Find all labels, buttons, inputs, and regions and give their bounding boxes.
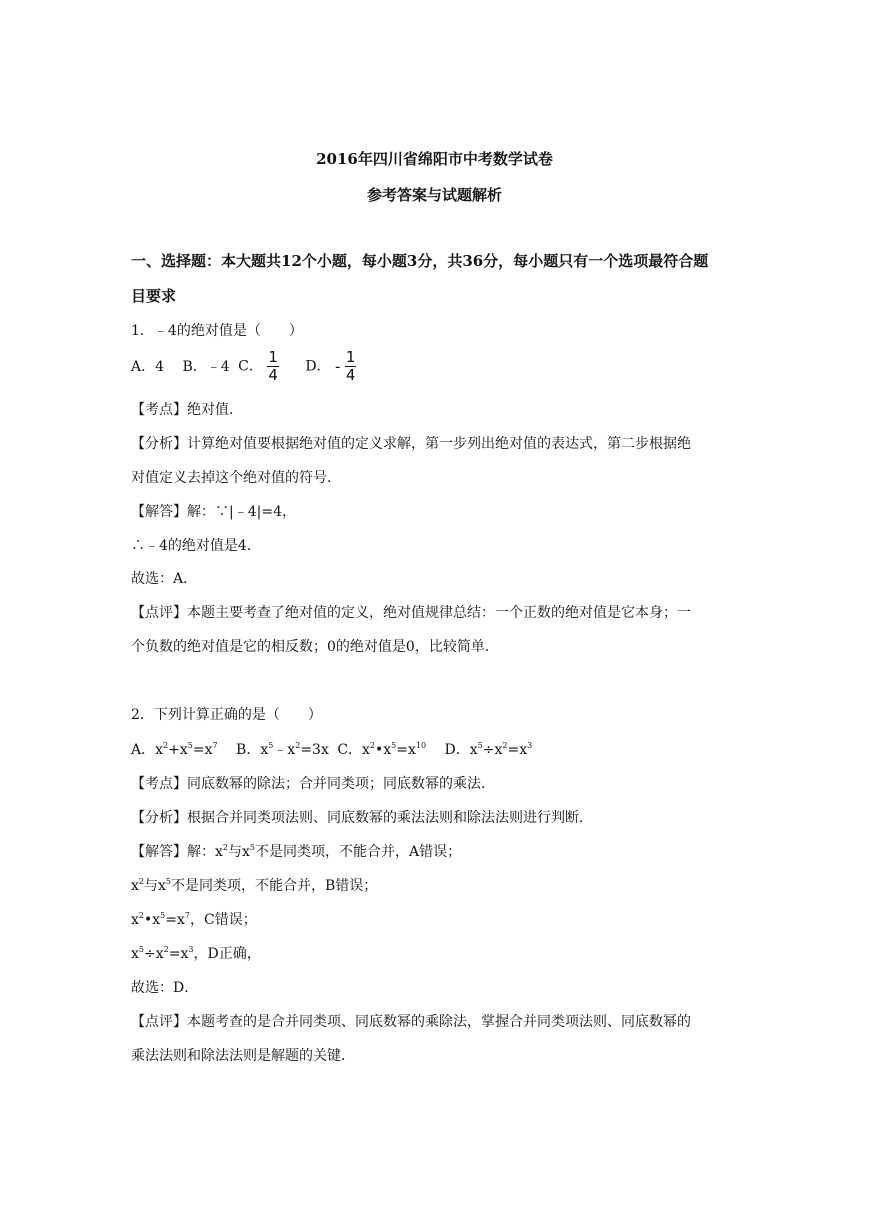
q2-option-d: D．$x^5\div x^2=x^3$ bbox=[444, 741, 533, 758]
fenxi-tag: 【分析】 bbox=[131, 436, 187, 452]
q2-fenxi bbox=[131, 807, 593, 827]
q1-fenxi-line2: 对值定义去掉这个绝对值的符号． bbox=[131, 470, 341, 486]
dianping-tag: 【点评】 bbox=[131, 1014, 187, 1030]
dianping-text: 本题主要考查了绝对值的定义，绝对值规律总结：一个正数的绝对值是它本身；一 bbox=[187, 605, 691, 621]
kaodian-text: 同底数幂的除法；合并同类项；同底数幂的乘法． bbox=[187, 776, 495, 792]
q2-jieda-line1 bbox=[131, 841, 461, 861]
jieda-text: ，C错误； bbox=[189, 912, 257, 928]
section-heading-line2: 目要求 bbox=[131, 287, 177, 305]
q1-option-d-fraction bbox=[345, 350, 357, 383]
q2-jieda-line4 bbox=[131, 943, 261, 963]
q2-dianping-line2: 乘法法则和除法法则是解题的关键． bbox=[131, 1048, 355, 1064]
q1-jieda-line1 bbox=[131, 501, 296, 521]
dianping-text: 本题考查的是合并同类项、同底数幂的乘除法，掌握合并同类项法则、同底数幂的 bbox=[187, 1014, 691, 1030]
q2-jieda-line2 bbox=[131, 875, 377, 895]
q1-stem: 1．﹣4的绝对值是（ ） bbox=[131, 323, 303, 339]
q2-answer: 故选：D． bbox=[131, 980, 199, 996]
q1-option-a: A．4 bbox=[131, 358, 165, 375]
fraction-denominator: 4 bbox=[268, 366, 278, 384]
q1-option-d-minus: - bbox=[335, 357, 341, 376]
jieda-math: 解：$x^2$与$x^5$ bbox=[187, 843, 255, 860]
q2-option-b: B．$x^5﹣x^2=3x$ bbox=[236, 741, 329, 758]
fraction-numerator: 1 bbox=[268, 348, 278, 366]
q1-kaodian bbox=[131, 399, 243, 419]
jieda-math: $x^2•x^5=x^7$ bbox=[131, 911, 190, 928]
jieda-text: 解：∵|﹣4|=4， bbox=[187, 504, 296, 520]
q1-answer: 故选：A． bbox=[131, 571, 198, 587]
q1-option-c-label: C． bbox=[238, 358, 263, 375]
fenxi-text: 计算绝对值要根据绝对值的定义求解，第一步列出绝对值的表达式，第二步根据绝 bbox=[187, 436, 691, 452]
jieda-math: $x^2$与$x^5$ bbox=[131, 877, 171, 894]
q1-options bbox=[131, 350, 356, 383]
kaodian-tag: 【考点】 bbox=[131, 402, 187, 418]
q2-jieda-line3 bbox=[131, 909, 257, 929]
fenxi-tag: 【分析】 bbox=[131, 810, 187, 826]
jieda-text: 不是同类项，不能合并，A错误； bbox=[255, 844, 462, 860]
q2-option-a: A．$x^2+x^5=x^7$ bbox=[131, 741, 218, 758]
document-subtitle: 参考答案与试题解析 bbox=[366, 186, 502, 204]
q1-jieda-line2: ∴﹣4的绝对值是4． bbox=[131, 538, 261, 554]
document-title: 2016年四川省绵阳市中考数学试卷 bbox=[316, 150, 553, 168]
q2-options bbox=[131, 739, 532, 759]
q2-dianping-line1 bbox=[131, 1011, 691, 1031]
dianping-tag: 【点评】 bbox=[131, 605, 187, 621]
fenxi-text: 根据合并同类项法则、同底数幂的乘法法则和除法法则进行判断． bbox=[187, 810, 593, 826]
q2-option-c: C．$x^2•x^5=x^{10}$ bbox=[337, 741, 427, 758]
q1-dianping-line1 bbox=[131, 602, 691, 622]
q2-stem: 2．下列计算正确的是（ ） bbox=[131, 707, 322, 723]
q1-option-d-label: D． bbox=[305, 358, 331, 375]
fraction-denominator: 4 bbox=[345, 366, 356, 384]
q1-fenxi-line1 bbox=[131, 433, 691, 453]
jieda-math: $x^5\div x^2=x^3$ bbox=[131, 945, 194, 962]
jieda-text: 不是同类项，不能合并，B错误； bbox=[171, 878, 378, 894]
q2-kaodian bbox=[131, 773, 495, 793]
section-heading-line1: 一、选择题：本大题共12个小题，每小题3分，共36分，每小题只有一个选项最符合题 bbox=[131, 252, 709, 270]
q1-option-c-fraction bbox=[267, 350, 279, 383]
kaodian-text: 绝对值． bbox=[187, 402, 243, 418]
q1-dianping-line2: 个负数的绝对值是它的相反数；0的绝对值是0，比较简单． bbox=[131, 639, 499, 655]
fraction-numerator: 1 bbox=[345, 348, 356, 366]
jieda-tag: 【解答】 bbox=[131, 844, 187, 860]
q1-option-b: B．﹣4 bbox=[182, 358, 230, 375]
jieda-tag: 【解答】 bbox=[131, 504, 187, 520]
kaodian-tag: 【考点】 bbox=[131, 776, 187, 792]
jieda-text: ，D正确， bbox=[193, 946, 261, 962]
